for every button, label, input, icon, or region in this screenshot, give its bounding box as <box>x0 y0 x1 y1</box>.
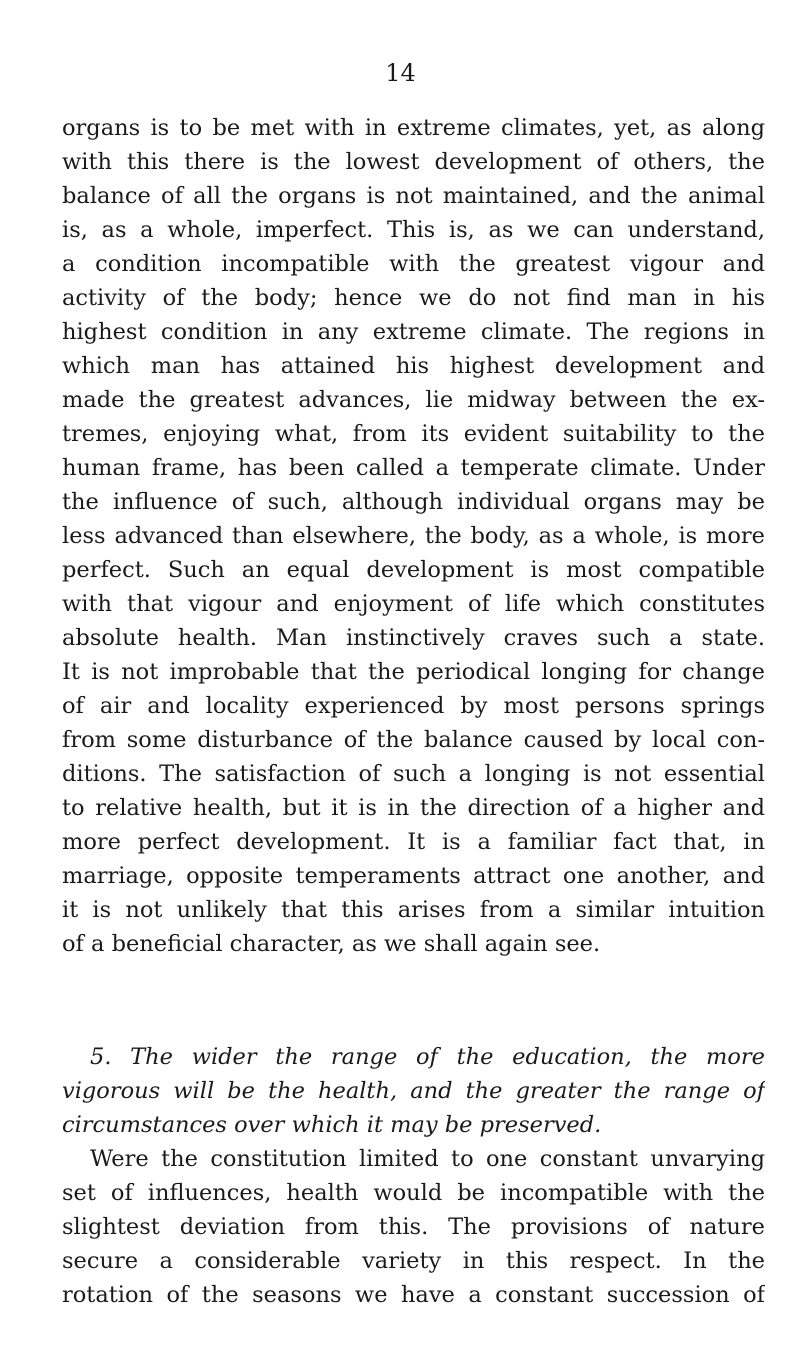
page-number: 14 <box>385 59 416 87</box>
text-line: perfect. Such an equal development is most compatible <box>62 557 765 583</box>
text-line: marriage, opposite temperaments attract one another, and <box>62 863 765 889</box>
text-line: Were the constitution limited to one constant unvarying <box>90 1146 765 1172</box>
text-line: of a beneficial character, as we shall again see. <box>62 931 601 957</box>
text-line: set of influences, health would be incompatible with the <box>62 1180 765 1206</box>
text-line: a condition incompatible with the greatest vigour and <box>62 251 765 277</box>
text-line: slightest deviation from this. The provisions of nature <box>62 1214 765 1240</box>
text-line: it is not unlikely that this arises from a similar intuition <box>62 897 765 923</box>
text-line: which man has attained his highest development and <box>62 353 765 379</box>
text-line: rotation of the seasons we have a constant succession of <box>62 1282 765 1308</box>
text-line: vigorous will be the health, and the greater the range of <box>62 1078 765 1104</box>
text-line: secure a considerable variety in this respect. In the <box>62 1248 765 1274</box>
text-line: human frame, has been called a temperate climate. Under <box>62 455 765 481</box>
text-line: organs is to be met with in extreme climates, yet, as along <box>62 115 765 141</box>
text-line: It is not improbable that the periodical longing for change <box>62 659 765 685</box>
text-line: absolute health. Man instinctively craves such a state. <box>62 625 765 651</box>
text-line: the influence of such, although individual organs may be <box>62 489 765 515</box>
text-line: balance of all the organs is not maintained, and the animal <box>62 183 765 209</box>
text-line: of air and locality experienced by most persons springs <box>62 693 765 719</box>
paragraph-constitution <box>62 1142 765 1312</box>
text-line: with this there is the lowest development of others, the <box>62 149 765 175</box>
text-line: is, as a whole, imperfect. This is, as we can understand, <box>62 217 765 243</box>
text-line: circumstances over which it may be preserved. <box>62 1112 602 1138</box>
text-line: 5. The wider the range of the education, the more <box>90 1044 765 1070</box>
text-line: less advanced than elsewhere, the body, as a whole, is more <box>62 523 765 549</box>
text-line: from some disturbance of the balance caused by local con- <box>62 727 765 753</box>
text-line: highest condition in any extreme climate. The regions in <box>62 319 765 345</box>
section-heading-5 <box>62 1040 765 1142</box>
text-line: tremes, enjoying what, from its evident suitability to the <box>62 421 765 447</box>
text-line: ditions. The satisfaction of such a longing is not essential <box>62 761 765 787</box>
text-line: made the greatest advances, lie midway between the ex- <box>62 387 765 413</box>
paragraph-climate <box>62 111 765 961</box>
text-line: activity of the body; hence we do not find man in his <box>62 285 765 311</box>
text-line: to relative health, but it is in the direction of a higher and <box>62 795 765 821</box>
text-line: more perfect development. It is a familiar fact that, in <box>62 829 765 855</box>
text-line: with that vigour and enjoyment of life which constitutes <box>62 591 765 617</box>
